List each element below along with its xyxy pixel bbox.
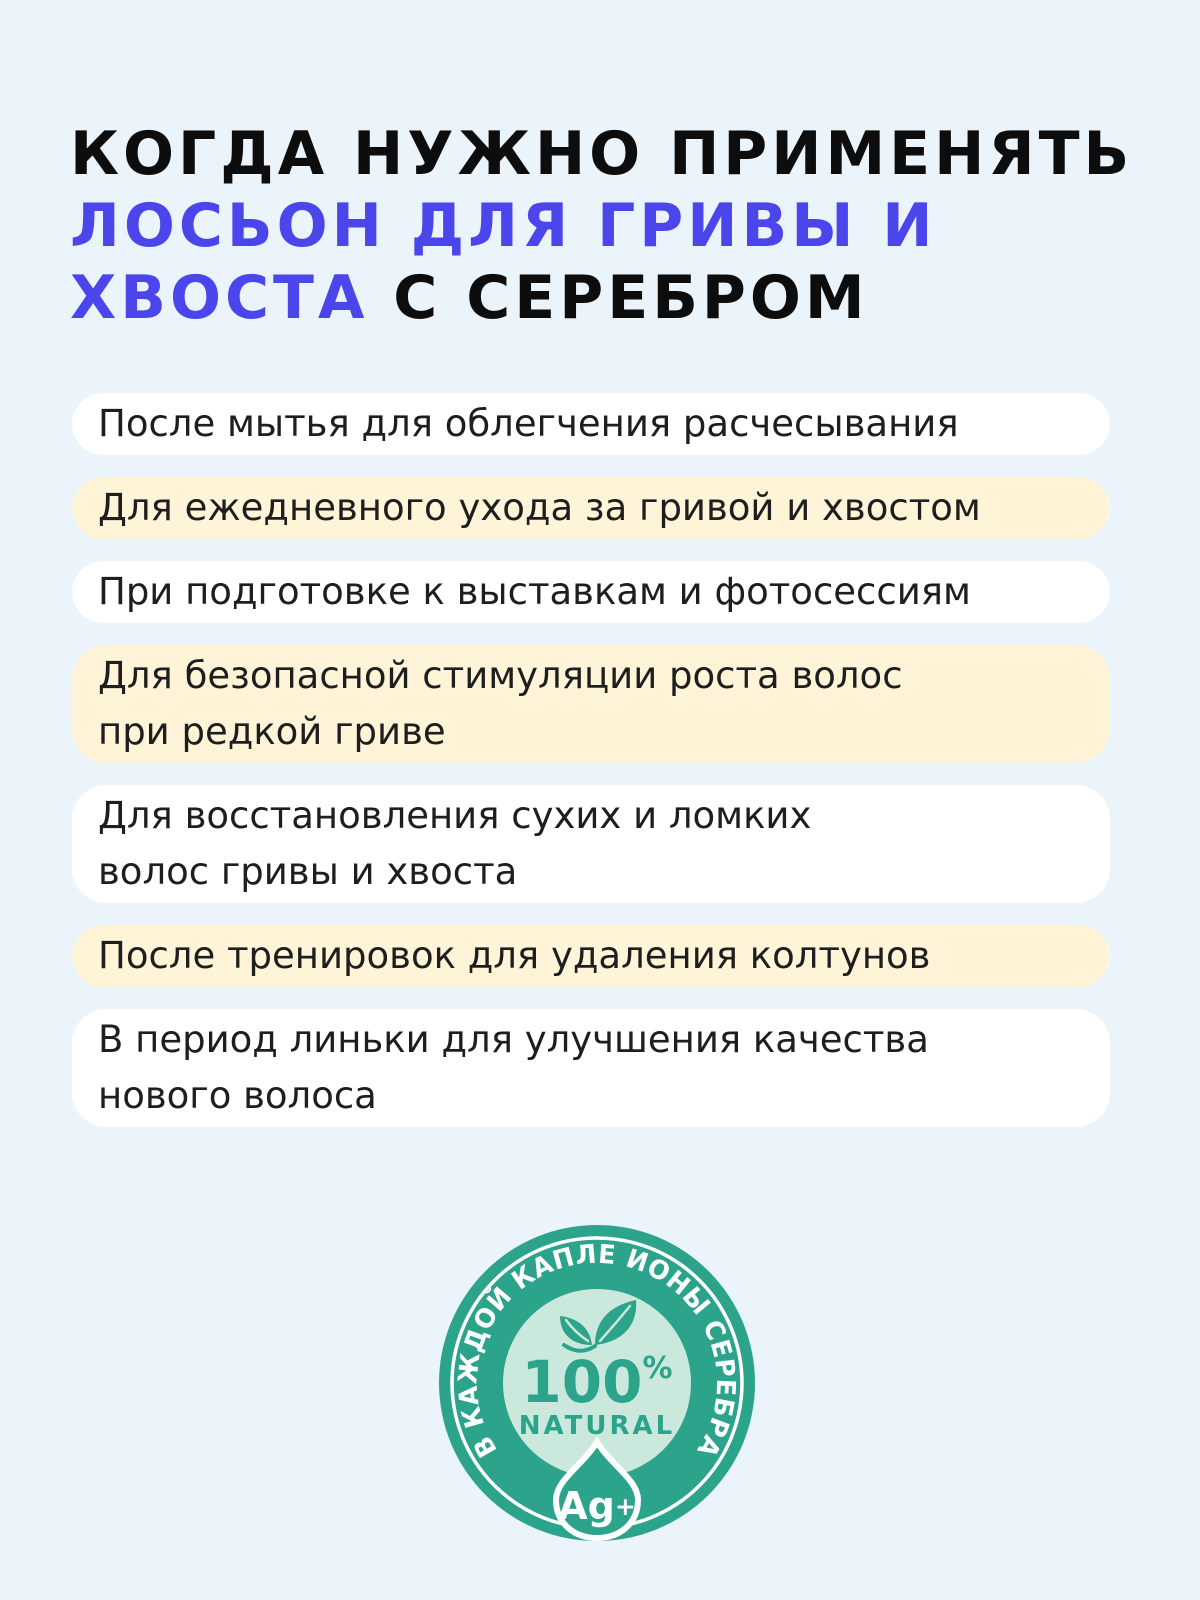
ag-plus: + <box>614 1492 636 1521</box>
benefit-text: После мытья для облегчения расчесывания <box>98 402 959 445</box>
list-item <box>72 645 1110 763</box>
benefit-text: при редкой гриве <box>98 710 446 753</box>
benefit-text: волос гривы и хвоста <box>98 850 518 893</box>
title-line-2 <box>70 190 1133 262</box>
benefit-text: Для восстановления сухих и ломких <box>98 794 812 837</box>
title-text-dark: КОГДА НУЖНО ПРИМЕНЯТЬ <box>70 119 1134 189</box>
benefit-text: После тренировок для удаления колтунов <box>98 934 931 977</box>
page-title <box>70 118 1133 334</box>
title-line-1 <box>70 118 1133 190</box>
benefit-text: нового волоса <box>98 1074 377 1117</box>
list-item <box>72 561 1110 623</box>
benefit-text: В период линьки для улучшения качества <box>98 1018 929 1061</box>
percent-value: 100 <box>521 1348 643 1416</box>
benefit-text: Для ежедневного ухода за гривой и хвостом <box>98 486 981 529</box>
title-text-dark: С СЕРЕБРОМ <box>368 263 869 333</box>
list-item <box>72 477 1110 539</box>
badge-ring-text: В КАЖДОЙ КАПЛЕ ИОНЫ СЕРЕБРА <box>453 1239 741 1463</box>
list-item <box>72 393 1110 455</box>
benefit-text: Для безопасной стимуляции роста волос <box>98 654 903 697</box>
natural-badge <box>432 1218 762 1548</box>
benefit-text: При подготовке к выставкам и фотосессиям <box>98 570 971 613</box>
percent-sign: % <box>642 1351 673 1386</box>
title-text-accent: ХВОСТА <box>70 263 369 333</box>
list-item <box>72 1009 1110 1127</box>
list-item <box>72 925 1110 987</box>
benefits-list <box>72 393 1110 1127</box>
title-line-3 <box>70 262 1133 334</box>
ag-symbol: Ag <box>558 1484 615 1528</box>
title-text-accent: ЛОСЬОН ДЛЯ ГРИВЫ И <box>70 191 937 261</box>
badge-natural-label: NATURAL <box>518 1411 676 1441</box>
list-item <box>72 785 1110 903</box>
